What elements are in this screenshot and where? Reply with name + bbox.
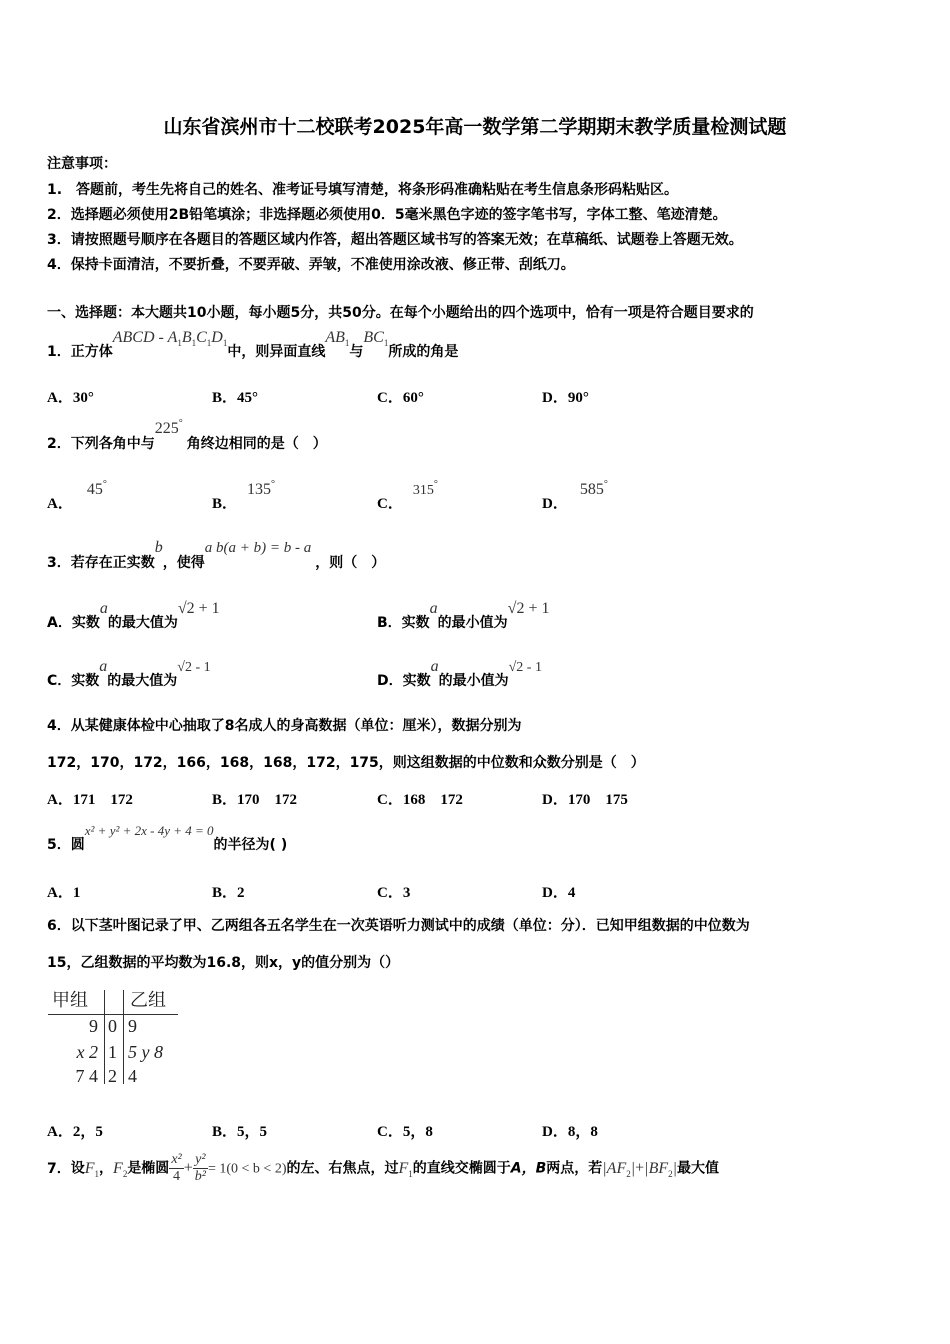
- q3-var-b: b: [154, 539, 163, 556]
- question-5: 5．圆x² + y² + 2x - 4y + 4 = 0的半径为( ): [47, 823, 288, 853]
- q3-equation: a b(a + b) = b - a: [204, 540, 312, 556]
- q1-option-a[interactable]: A．30°: [47, 390, 94, 406]
- q7-abs-af2: $|AF_2|$: [602, 1159, 636, 1179]
- stem-row-left: 9: [89, 1016, 98, 1036]
- stem-header-rule: [48, 1014, 178, 1015]
- q1-line-ab1: $AB_1$: [325, 329, 350, 348]
- q1-text-4: 所成的角是: [388, 344, 459, 360]
- q2-option-b[interactable]: B．135°: [212, 479, 276, 512]
- q3-option-d[interactable]: D．实数a的最小值为√2 - 1: [377, 658, 542, 689]
- q7-fraction-x: $\frac{\text{x²}}{4}$: [171, 1152, 182, 1184]
- notice-item-1: 1. 答题前，考生先将自己的姓名、准考证号填写清楚，将条形码准确粘贴在考生信息条形码粘贴区。: [47, 182, 679, 198]
- question-3: 3．若存在正实数b，使得a b(a + b) = b - a，则（ ）: [47, 539, 386, 571]
- q2-option-c[interactable]: C．315°: [377, 479, 438, 512]
- stem-leaf-plot: [48, 986, 180, 1086]
- stem-header-right: 乙组: [130, 990, 166, 1010]
- q3-option-b[interactable]: B．实数a的最小值为√2 + 1: [377, 600, 550, 631]
- notice-item-4: 4．保持卡面清洁，不要折叠，不要弄破、弄皱，不准使用涂改液、修正带、刮纸刀。: [47, 257, 575, 273]
- stem-row-right: 9: [128, 1016, 137, 1036]
- question-1: [47, 327, 459, 360]
- q4-line-2: 172，170，172，166，168，168，172，175，则这组数据的中位数和众数分别是（ ）: [47, 755, 645, 771]
- q5-equation: x² + y² + 2x - 4y + 4 = 0: [84, 823, 214, 838]
- stem-row-right: 4: [128, 1066, 137, 1086]
- q6-option-b[interactable]: B．5，5: [212, 1124, 268, 1140]
- q3-text-3: ，则（ ）: [315, 555, 386, 571]
- page-title: 山东省滨州市十二校联考2025年高一数学第二学期期末教学质量检测试题: [163, 116, 787, 138]
- stem-row-right: 5 y 8: [128, 1042, 163, 1062]
- q2-text-2: 角终边相同的是（ ）: [186, 436, 327, 452]
- stem-right-rule: [123, 990, 124, 1084]
- q1-line-bc1: $BC_1$: [363, 329, 389, 348]
- q3-option-c[interactable]: C．实数a的最大值为√2 - 1: [47, 658, 211, 689]
- question-2: 2．下列各角中与225°角终边相同的是（ ）: [47, 418, 327, 452]
- q2-text-1: 下列各角中与: [70, 436, 155, 452]
- q3-text-1: 若存在正实数: [70, 555, 155, 571]
- q1-number: 1．: [47, 344, 71, 360]
- q1-option-b[interactable]: B．45°: [212, 390, 259, 406]
- q5-option-a[interactable]: A．1: [47, 885, 81, 901]
- q7-abs-bf2: $|BF_2|$: [644, 1159, 678, 1179]
- q2-option-d[interactable]: D．585°: [542, 479, 608, 512]
- stem-left-rule: [104, 990, 105, 1084]
- q1-cube-name: ABCD - $A_1B_1C_1D_1$: [112, 329, 228, 348]
- section-heading: 一、选择题：本大题共10小题，每小题5分，共50分。在每个小题给出的四个选项中，恰有一项是符合题目要求的: [47, 305, 754, 321]
- q3-text-2: ，使得: [162, 555, 205, 571]
- q4-line-1: 4．从某健康体检中心抽取了8名成人的身高数据（单位：厘米），数据分别为: [47, 718, 522, 734]
- q2-option-a[interactable]: A．45°: [47, 479, 107, 512]
- q4-option-a[interactable]: A．171 172: [47, 792, 133, 808]
- q7-f2: $F_2$: [113, 1159, 128, 1179]
- stem-row-left: x 2: [76, 1042, 98, 1062]
- notice-item-3: 3．请按照题号顺序在各题目的答题区域内作答，超出答题区域书写的答案无效；在草稿纸、试题卷上答题无效。: [47, 232, 743, 248]
- q5-option-c[interactable]: C．3: [377, 885, 411, 901]
- q5-option-d[interactable]: D．4: [542, 885, 576, 901]
- q4-option-c[interactable]: C．168 172: [377, 792, 463, 808]
- q6-option-c[interactable]: C．5，8: [377, 1124, 433, 1140]
- q5-option-b[interactable]: B．2: [212, 885, 245, 901]
- q3-option-a[interactable]: A．实数a的最大值为√2 + 1: [47, 600, 220, 631]
- q4-option-b[interactable]: B．170 172: [212, 792, 298, 808]
- q1-text-2: 中，则异面直线: [227, 344, 326, 360]
- stem-row-left: 7 4: [75, 1066, 98, 1086]
- stem-header-left: 甲组: [52, 990, 88, 1010]
- stem-row-stem: 0: [108, 1016, 117, 1036]
- q6-line-1: 6．以下茎叶图记录了甲、乙两组各五名学生在一次英语听力测试中的成绩（单位：分）．已知甲组数据的中位数为: [47, 918, 750, 934]
- notice-item-2: 2．选择题必须使用2B铅笔填涂；非选择题必须使用0．5毫米黑色字迹的签字笔书写，字体工整、笔迹清楚。: [47, 207, 727, 223]
- question-7: 7．设$F_1$，$F_2$是椭圆 $\frac{\text{x²}}{4}$ + $\frac{\text{y²}}{\text{b²}}$ = 1(0 < b < 2)的左、右焦点，过$F_1$的直线交椭圆于A，B两点，若$|AF_2|+|BF_2|$最大值: [47, 1152, 720, 1184]
- stem-row-stem: 1: [108, 1042, 117, 1062]
- q1-option-d[interactable]: D．90°: [542, 390, 589, 406]
- notice-heading: 注意事项：: [47, 156, 117, 172]
- q1-text-3: 与: [349, 344, 364, 360]
- stem-row-stem: 2: [108, 1066, 117, 1086]
- q6-line-2: 15，乙组数据的平均数为16.8，则x，y的值分别为（）: [47, 955, 400, 971]
- q1-option-c[interactable]: C．60°: [377, 390, 424, 406]
- q2-angle: 225°: [154, 418, 183, 437]
- q7-fraction-y: $\frac{\text{y²}}{\text{b²}}$: [194, 1152, 206, 1184]
- q4-option-d[interactable]: D．170 175: [542, 792, 628, 808]
- q6-option-a[interactable]: A．2，5: [47, 1124, 103, 1140]
- q7-condition: = 1(0 < b < 2): [207, 1161, 287, 1177]
- q7-f1: $F_1$: [84, 1159, 100, 1179]
- q6-option-d[interactable]: D．8，8: [542, 1124, 598, 1140]
- q1-text-1: 正方体: [70, 344, 113, 360]
